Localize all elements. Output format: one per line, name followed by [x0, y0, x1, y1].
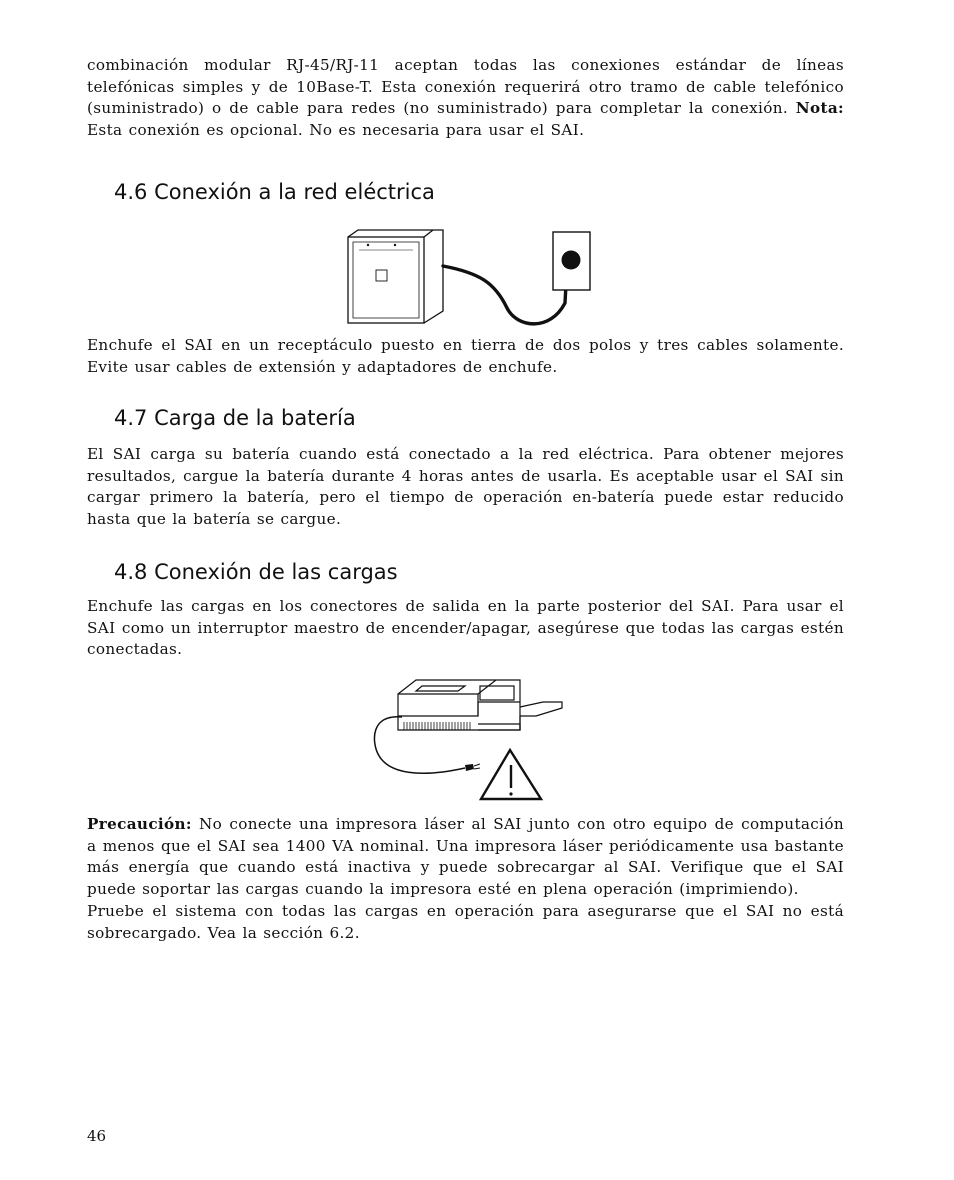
intro-note-text: Esta conexión es opcional. No es necesaria para usar el SAI. — [87, 120, 585, 139]
caution-text: No conecte una impresora láser al SAI junto con otro equipo de computación a menos que el SAI sea 1400 VA nominal. Una impresora láser periódicamente usa bastante más energía que cuando está inactiva y puede sobrecargar al SAI. Verifique que el SAI puede soportar las cargas cuando la impresora esté en plena operación (imprimiendo). — [87, 815, 844, 898]
ups-to-wall-outlet-illustration — [345, 228, 595, 328]
section-4-8-body: Enchufe las cargas en los conectores de salida en la parte posterior del SAI. Para usar el SAI como un interruptor maestro de encender/apagar, asegúrese que todas las cargas estén conectadas. — [87, 597, 844, 658]
page-number: 46 — [87, 1127, 107, 1145]
intro-text: combinación modular RJ-45/RJ-11 aceptan todas las conexiones estándar de líneas telefónicas simples y de 10Base-T. Esta conexión requerirá otro tramo de cable telefónico (suministrado) o de cable para redes (no suministrado) para completar la conexión. — [87, 56, 844, 117]
intro-paragraph — [87, 55, 844, 141]
caution-paragraph — [87, 814, 844, 900]
heading-4-6: 4.6 Conexión a la red eléctrica — [114, 180, 435, 204]
heading-4-8: 4.8 Conexión de las cargas — [114, 560, 398, 584]
laser-printer-warning-illustration — [370, 672, 570, 804]
note-label: Nota: — [795, 99, 844, 117]
heading-4-7: 4.7 Carga de la batería — [114, 406, 356, 430]
caution-label: Precaución: — [87, 815, 192, 833]
closing-paragraph: Pruebe el sistema con todas las cargas en operación para asegurarse que el SAI no está sobrecargado. Vea la sección 6.2. — [87, 902, 844, 942]
section-4-7-body: El SAI carga su batería cuando está conectado a la red eléctrica. Para obtener mejores resultados, cargue la batería durante 4 horas antes de usarla. Es aceptable usar el SAI sin cargar primero la batería, pero el tiempo de operación en-batería puede estar reducido hasta que la batería se cargue. — [87, 445, 844, 528]
section-4-6-body: Enchufe el SAI en un receptáculo puesto en tierra de dos polos y tres cables solamente. Evite usar cables de extensión y adaptadores de enchufe. — [87, 336, 844, 376]
